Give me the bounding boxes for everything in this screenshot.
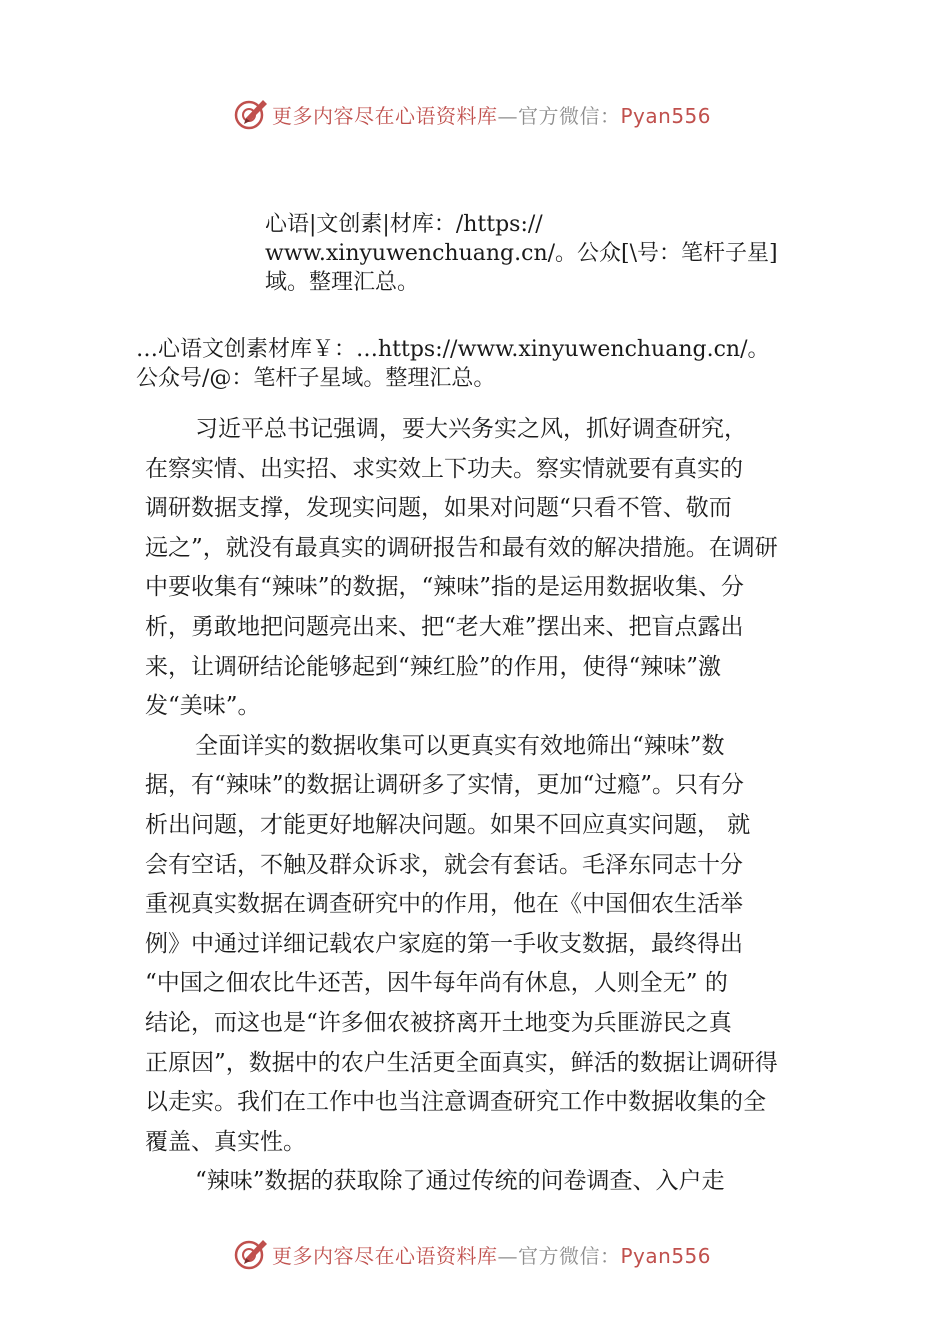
source-note-line: 域。整理汇总。 xyxy=(265,270,420,295)
body-line: 正原因”，数据中的农户生活更全面真实，鲜活的数据让调研得 xyxy=(145,1049,778,1076)
source-note-line: 公众号/@：笔杆子星域。整理汇总。 xyxy=(136,366,496,391)
banner-text xyxy=(272,100,711,129)
body-line: 析，勇敢地把问题亮出来、把“老大难”摆出来、把盲点露出 xyxy=(145,613,744,640)
body-line: 发“美味”。 xyxy=(145,693,261,720)
body-line: 以走实。我们在工作中也当注意调查研究工作中数据收集的全 xyxy=(145,1089,766,1116)
body-line: 结论，而这也是“许多佃农被挤离开土地变为兵匪游民之真 xyxy=(145,1009,732,1036)
pen-logo-icon xyxy=(232,1236,270,1272)
banner-slogan: 更多内容尽在心语资料库 xyxy=(272,1244,498,1268)
body-line: 习近平总书记强调，要大兴务实之风，抓好调查研究， xyxy=(195,416,747,442)
body-line: “中国之佃农比牛还苦，因牛每年尚有休息，人则全无” 的 xyxy=(145,970,728,997)
article-body xyxy=(145,410,825,1202)
header-banner xyxy=(0,94,950,134)
source-note-2 xyxy=(136,335,836,393)
source-note-1 xyxy=(265,210,825,297)
banner-wechat-id: Pyan556 xyxy=(620,1244,712,1268)
banner-dash: — xyxy=(497,1244,518,1268)
source-note-line: 心语|文创素|材库：/https:// xyxy=(265,212,543,237)
source-note-line: …心语文创素材库￥：…https://www.xinyuwenchuang.cn/。 xyxy=(136,337,770,362)
footer-banner xyxy=(0,1234,950,1274)
body-line: 在察实情、出实招、求实效上下功夫。察实情就要有真实的 xyxy=(145,455,743,482)
banner-text xyxy=(272,1240,711,1269)
source-note-line: www.xinyuwenchuang.cn/。公众[\号：笔杆子星] xyxy=(265,241,778,266)
body-line: 重视真实数据在调查研究中的作用，他在《中国佃农生活举 xyxy=(145,891,743,918)
body-line: 来，让调研结论能够起到“辣红脸”的作用，使得“辣味”激 xyxy=(145,653,722,680)
banner-dash: — xyxy=(497,104,518,128)
body-line: “辣味”数据的获取除了通过传统的问卷调查、入户走 xyxy=(195,1168,725,1195)
body-line: 全面详实的数据收集可以更真实有效地筛出“辣味”数 xyxy=(195,732,725,759)
body-line: 调研数据支撑，发现实问题，如果对问题“只看不管、敬而 xyxy=(145,495,732,522)
banner-wechat-label: 官方微信： xyxy=(518,104,621,128)
banner-slogan: 更多内容尽在心语资料库 xyxy=(272,104,498,128)
banner-wechat-id: Pyan556 xyxy=(620,104,712,128)
body-line: 会有空话，不触及群众诉求，就会有套话。毛泽东同志十分 xyxy=(145,851,743,878)
pen-logo-icon xyxy=(232,96,270,132)
body-line: 中要收集有“辣味”的数据，“辣味”指的是运用数据收集、分 xyxy=(145,574,745,601)
banner-wechat-label: 官方微信： xyxy=(518,1244,621,1268)
body-line: 例》中通过详细记载农户家庭的第一手收支数据，最终得出 xyxy=(145,930,743,957)
body-line: 远之”，就没有最真实的调研报告和最有效的解决措施。在调研 xyxy=(145,534,778,561)
body-line: 覆盖、真实性。 xyxy=(145,1128,306,1155)
body-line: 析出问题，才能更好地解决问题。如果不回应真实问题， 就 xyxy=(145,811,751,838)
body-line: 据，有“辣味”的数据让调研多了实情，更加“过瘾”。只有分 xyxy=(145,772,745,799)
